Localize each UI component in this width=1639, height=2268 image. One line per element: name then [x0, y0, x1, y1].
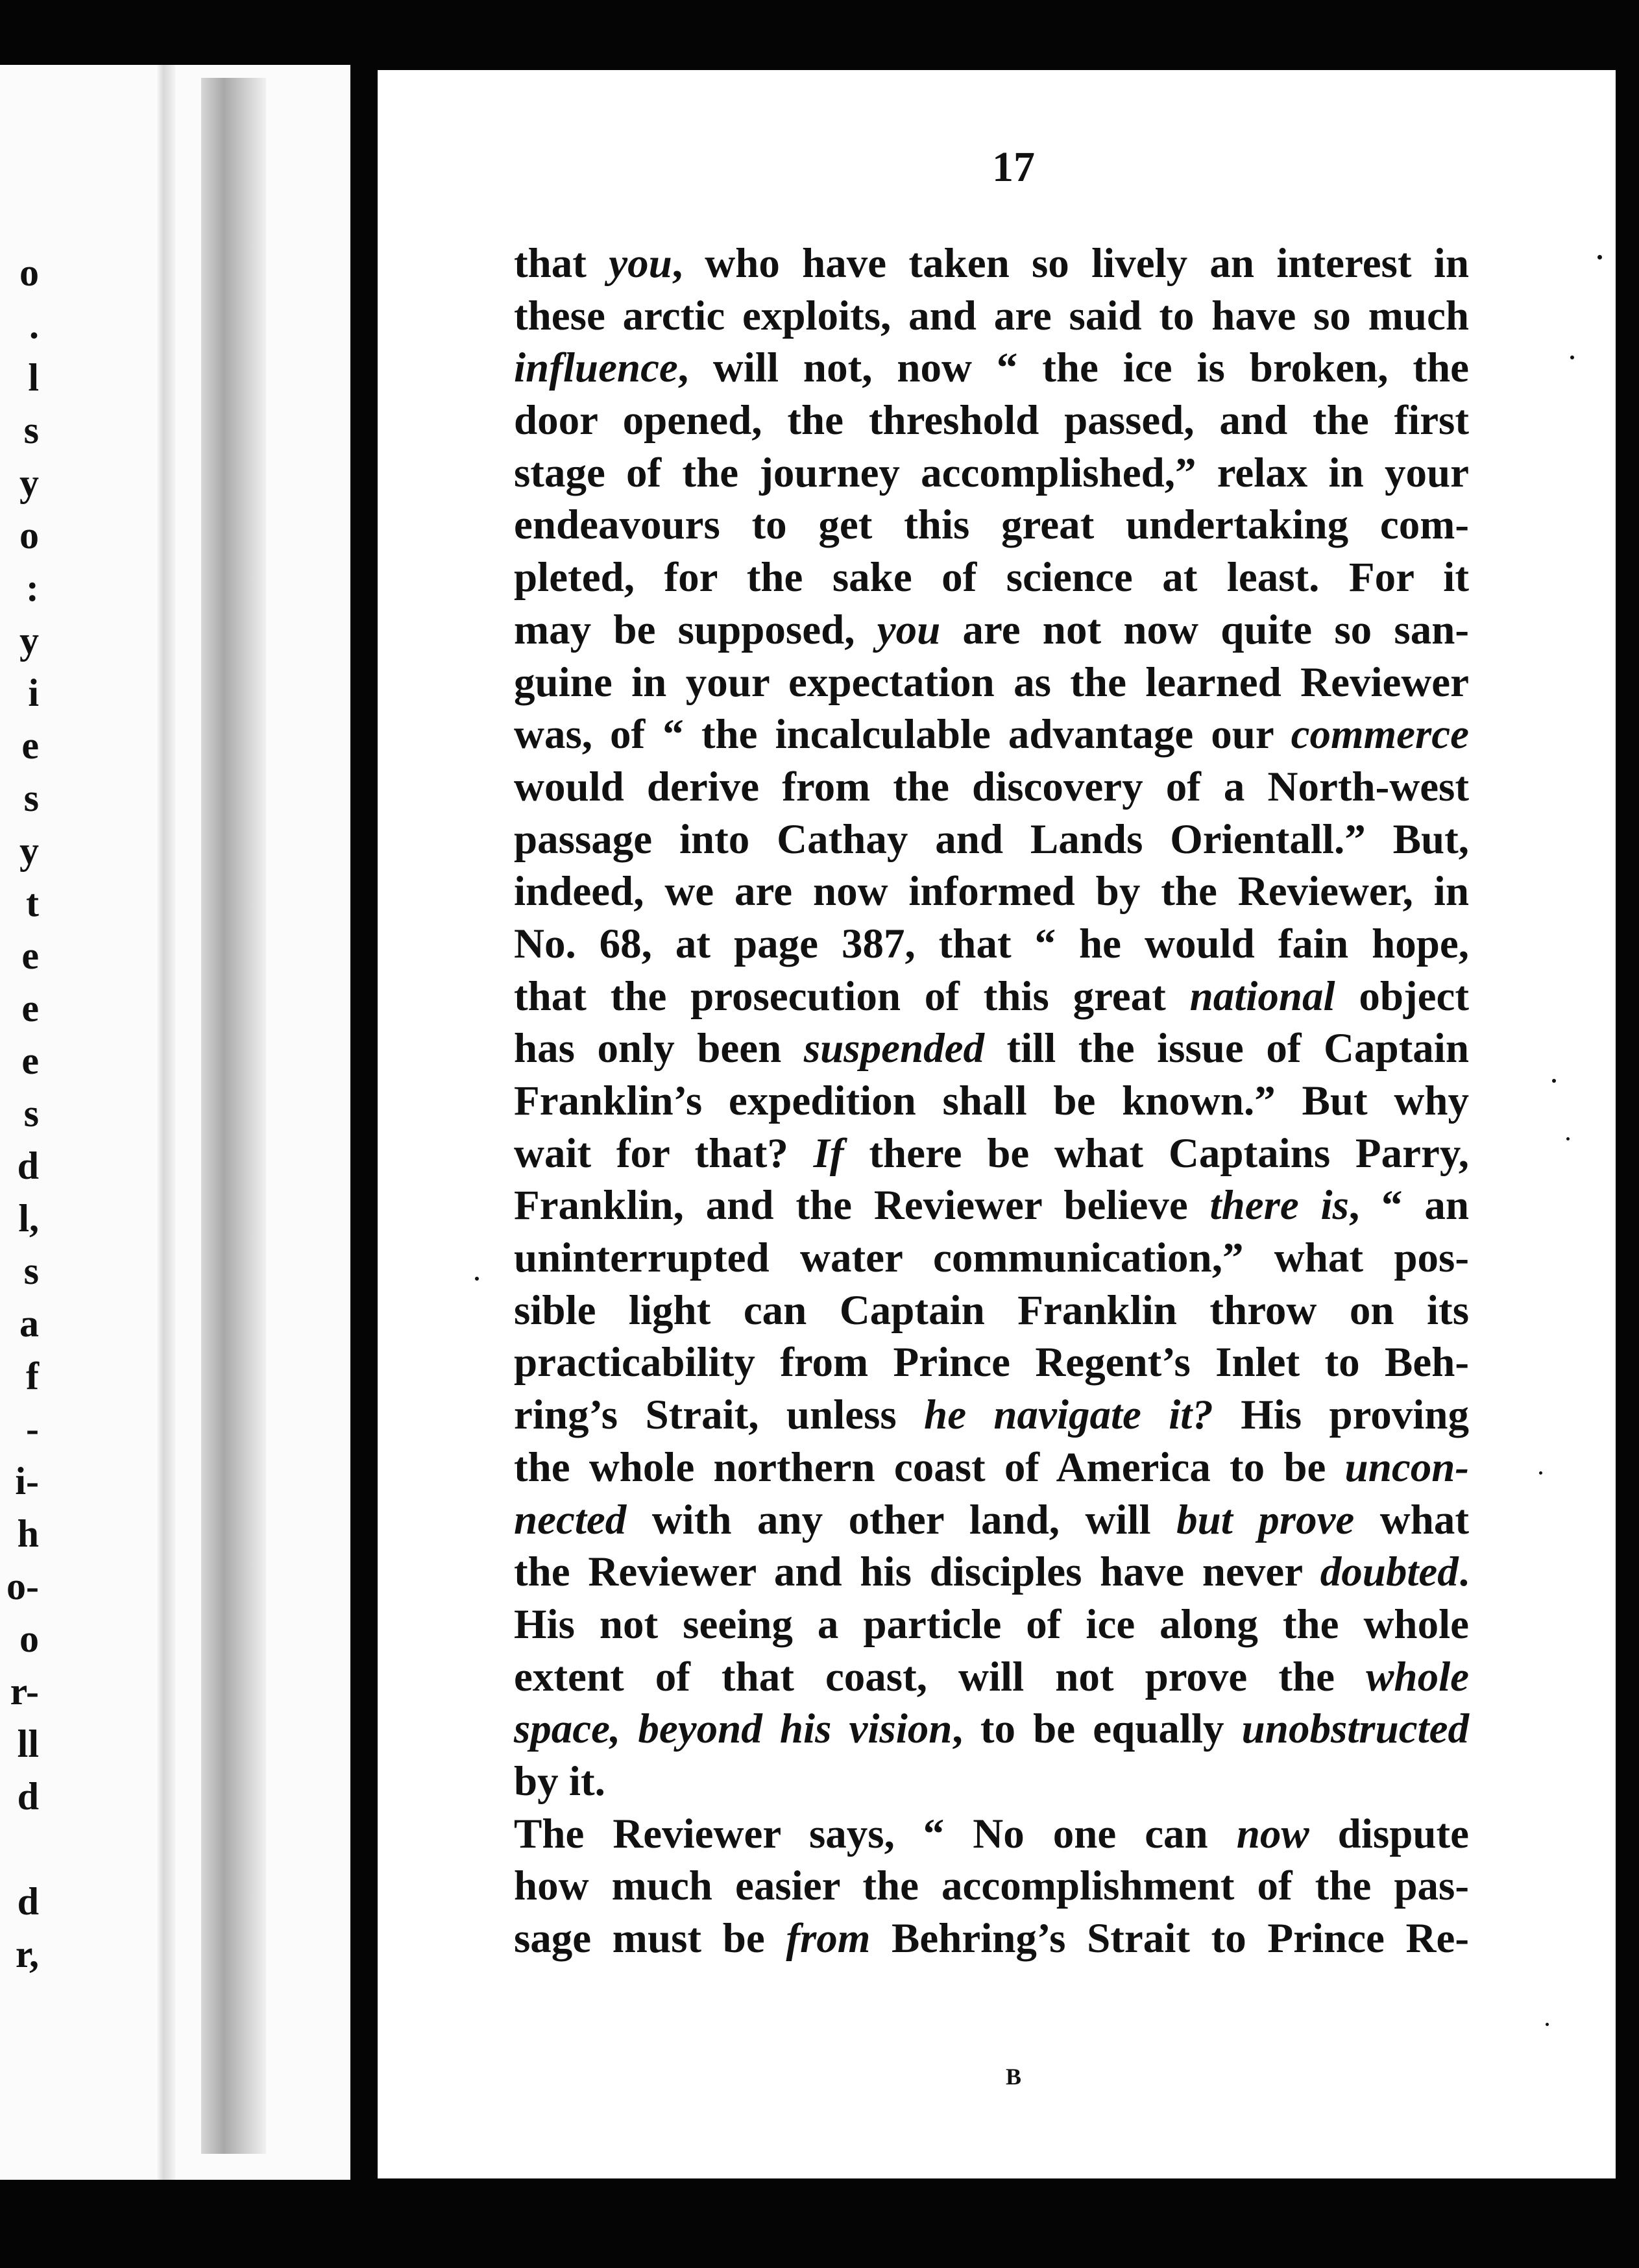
edge-letter: y — [19, 829, 39, 872]
edge-letter: e — [21, 724, 39, 767]
text-run: , “ an — [1348, 1182, 1470, 1229]
edge-letter: d — [17, 1880, 39, 1923]
text-line — [514, 447, 1469, 500]
text-line — [514, 814, 1469, 866]
text-line — [514, 865, 1469, 918]
italic-run: national — [1189, 972, 1335, 1020]
text-run: these arctic exploits, and are said to have so much — [514, 292, 1469, 339]
ink-speck — [1546, 2023, 1549, 2026]
text-line — [514, 499, 1469, 551]
edge-letter — [0, 1823, 39, 1876]
text-run: sible light can Captain Franklin throw on its — [514, 1286, 1469, 1334]
edge-letter: ll — [17, 1722, 39, 1765]
text-run: with any other land, will — [626, 1496, 1177, 1543]
text-run: practicability from Prince Regent’s Inlet to Beh- — [514, 1339, 1469, 1386]
text-line — [514, 290, 1469, 343]
italic-run: he navigate it? — [924, 1392, 1213, 1439]
text-run: uninterrupted water communication,” what pos- — [514, 1235, 1469, 1282]
italic-run: commerce — [1291, 711, 1469, 758]
text-run: passage into Cathay and Lands Orientall.” But, — [514, 815, 1469, 863]
text-run: would derive from the discovery of a North-west — [514, 763, 1469, 810]
italic-run: now — [1236, 1810, 1309, 1857]
edge-letter: o — [19, 251, 39, 294]
page-edge — [350, 65, 369, 2180]
italic-run: doubted — [1320, 1549, 1459, 1596]
page-body-text — [514, 237, 1469, 1965]
ink-speck — [1539, 1471, 1542, 1475]
text-line — [514, 551, 1469, 604]
text-run: by it. — [514, 1757, 605, 1805]
text-line — [514, 1232, 1469, 1285]
text-line — [514, 657, 1469, 709]
text-run: that — [514, 240, 609, 287]
text-run: the Reviewer and his disciples have never — [514, 1549, 1320, 1596]
previous-page-fragment — [0, 65, 363, 2180]
text-line — [514, 708, 1469, 761]
text-line — [514, 1546, 1469, 1598]
text-run: are not now quite so san- — [940, 606, 1470, 653]
text-run: was, of “ the incalculable advantage our — [514, 711, 1291, 758]
edge-letter: o — [19, 514, 39, 557]
text-line — [514, 1442, 1469, 1494]
text-run: there be what Captains Parry, — [844, 1129, 1469, 1177]
italic-run: you — [609, 240, 672, 287]
text-line — [514, 1494, 1469, 1547]
signature-mark: B — [1005, 2064, 1021, 2090]
text-run: may be supposed, — [514, 606, 877, 653]
text-run: indeed, we are now informed by the Reviewer, in — [514, 868, 1469, 915]
text-line — [514, 1860, 1469, 1912]
edge-letter: . — [29, 304, 39, 346]
italic-run: If — [813, 1129, 844, 1177]
edge-letter: s — [23, 777, 39, 819]
italic-run: influence — [514, 344, 678, 392]
text-line — [514, 971, 1469, 1023]
text-run: pleted, for the sake of science at least. For it — [514, 554, 1469, 601]
text-line — [514, 1703, 1469, 1755]
edge-letter: e — [21, 987, 39, 1030]
italic-run: uncon- — [1344, 1443, 1469, 1491]
italic-run: nected — [514, 1496, 627, 1543]
text-run: extent of that coast, will not prove the — [514, 1653, 1366, 1700]
text-run: , to be equally — [952, 1706, 1242, 1753]
text-run: that the prosecution of this great — [514, 972, 1190, 1020]
ink-speck — [1566, 1137, 1570, 1140]
text-run: , will not, now “ the ice is broken, the — [677, 344, 1469, 392]
text-line — [514, 237, 1469, 290]
text-run: has only been — [514, 1025, 804, 1072]
page-gutter — [156, 65, 175, 2180]
text-line — [514, 1022, 1469, 1075]
italic-run: space, beyond his vision — [514, 1706, 953, 1753]
edge-letter: d — [17, 1775, 39, 1818]
edge-letter: s — [23, 409, 39, 452]
edge-letter: - — [26, 1407, 39, 1450]
text-line — [514, 342, 1469, 394]
text-run: dispute — [1309, 1810, 1469, 1857]
text-run: , who have taken so lively an interest in — [672, 240, 1469, 287]
edge-letter: d — [17, 1144, 39, 1187]
text-run: guine in your expectation as the learned Reviewer — [514, 658, 1469, 706]
edge-letter: l — [28, 356, 39, 399]
text-run: His proving — [1213, 1392, 1469, 1439]
edge-letter: e — [21, 934, 39, 977]
binding-shadow — [201, 78, 266, 2154]
edge-letter: r, — [15, 1933, 39, 1975]
text-run: till the issue of Captain — [984, 1025, 1469, 1072]
text-run: sage must be — [514, 1915, 786, 1962]
text-line — [514, 918, 1469, 971]
italic-run: whole — [1366, 1653, 1469, 1700]
text-line — [514, 1912, 1469, 1965]
text-line — [514, 1285, 1469, 1337]
edge-letter: : — [26, 566, 39, 609]
previous-page-text-edge — [0, 247, 39, 1981]
text-run: No. 68, at page 387, that “ he would fain hope, — [514, 920, 1469, 967]
ink-speck — [1570, 356, 1574, 359]
text-line — [514, 1755, 1469, 1808]
book-page — [378, 70, 1616, 2178]
edge-letter: e — [21, 1039, 39, 1082]
edge-letter: y — [19, 619, 39, 662]
ink-speck — [1597, 255, 1602, 259]
edge-letter: t — [26, 882, 39, 924]
italic-run: from — [786, 1915, 871, 1962]
text-run: Franklin’s expedition shall be known.” But why — [514, 1078, 1469, 1124]
edge-letter: i- — [15, 1460, 39, 1502]
edge-letter: o- — [6, 1565, 39, 1608]
text-run: Franklin, and the Reviewer believe — [514, 1182, 1210, 1229]
edge-letter: h — [17, 1512, 39, 1555]
italic-run: but prove — [1176, 1496, 1355, 1543]
italic-run: there is — [1209, 1182, 1349, 1229]
ink-speck — [475, 1277, 479, 1281]
text-run: stage of the journey accomplished,” relax in your — [514, 449, 1469, 496]
edge-letter: o — [19, 1617, 39, 1660]
italic-run: suspended — [803, 1025, 984, 1072]
text-line — [514, 1389, 1469, 1442]
text-run: wait for that? — [514, 1129, 814, 1177]
text-line — [514, 1808, 1469, 1861]
edge-letter: l, — [18, 1197, 39, 1240]
edge-letter: r- — [10, 1670, 39, 1713]
text-run: door opened, the threshold passed, and the first — [514, 397, 1469, 444]
text-run: Behring’s Strait to Prince Re- — [870, 1915, 1469, 1962]
scan-bottom-border — [0, 2184, 1639, 2268]
text-line — [514, 1128, 1469, 1180]
page-number: 17 — [992, 143, 1035, 191]
ink-speck — [1552, 1079, 1556, 1083]
text-run: His not seeing a particle of ice along the whole — [514, 1600, 1469, 1648]
text-run: . — [1458, 1549, 1469, 1596]
text-line — [514, 1179, 1469, 1232]
text-line — [514, 1651, 1469, 1704]
text-line — [514, 1336, 1469, 1389]
text-run: how much easier the accomplishment of the pas- — [514, 1863, 1469, 1910]
text-run: what — [1354, 1496, 1469, 1543]
text-line — [514, 1075, 1469, 1128]
edge-letter: y — [19, 461, 39, 504]
text-run: The Reviewer says, “ No one can — [514, 1810, 1237, 1857]
text-run: endeavours to get this great undertaking com- — [514, 501, 1469, 549]
text-line — [514, 761, 1469, 814]
edge-letter: a — [19, 1302, 39, 1345]
text-line — [514, 1598, 1469, 1651]
text-run: the whole northern coast of America to be — [514, 1443, 1345, 1491]
text-run: ring’s Strait, unless — [514, 1392, 925, 1439]
text-line — [514, 604, 1469, 657]
edge-letter: f — [26, 1355, 39, 1397]
edge-letter: i — [28, 671, 39, 714]
text-run: object — [1335, 972, 1469, 1020]
text-line — [514, 394, 1469, 447]
edge-letter: s — [23, 1249, 39, 1292]
italic-run: unobstructed — [1241, 1706, 1470, 1753]
edge-letter: s — [23, 1092, 39, 1135]
italic-run: you — [877, 606, 941, 653]
